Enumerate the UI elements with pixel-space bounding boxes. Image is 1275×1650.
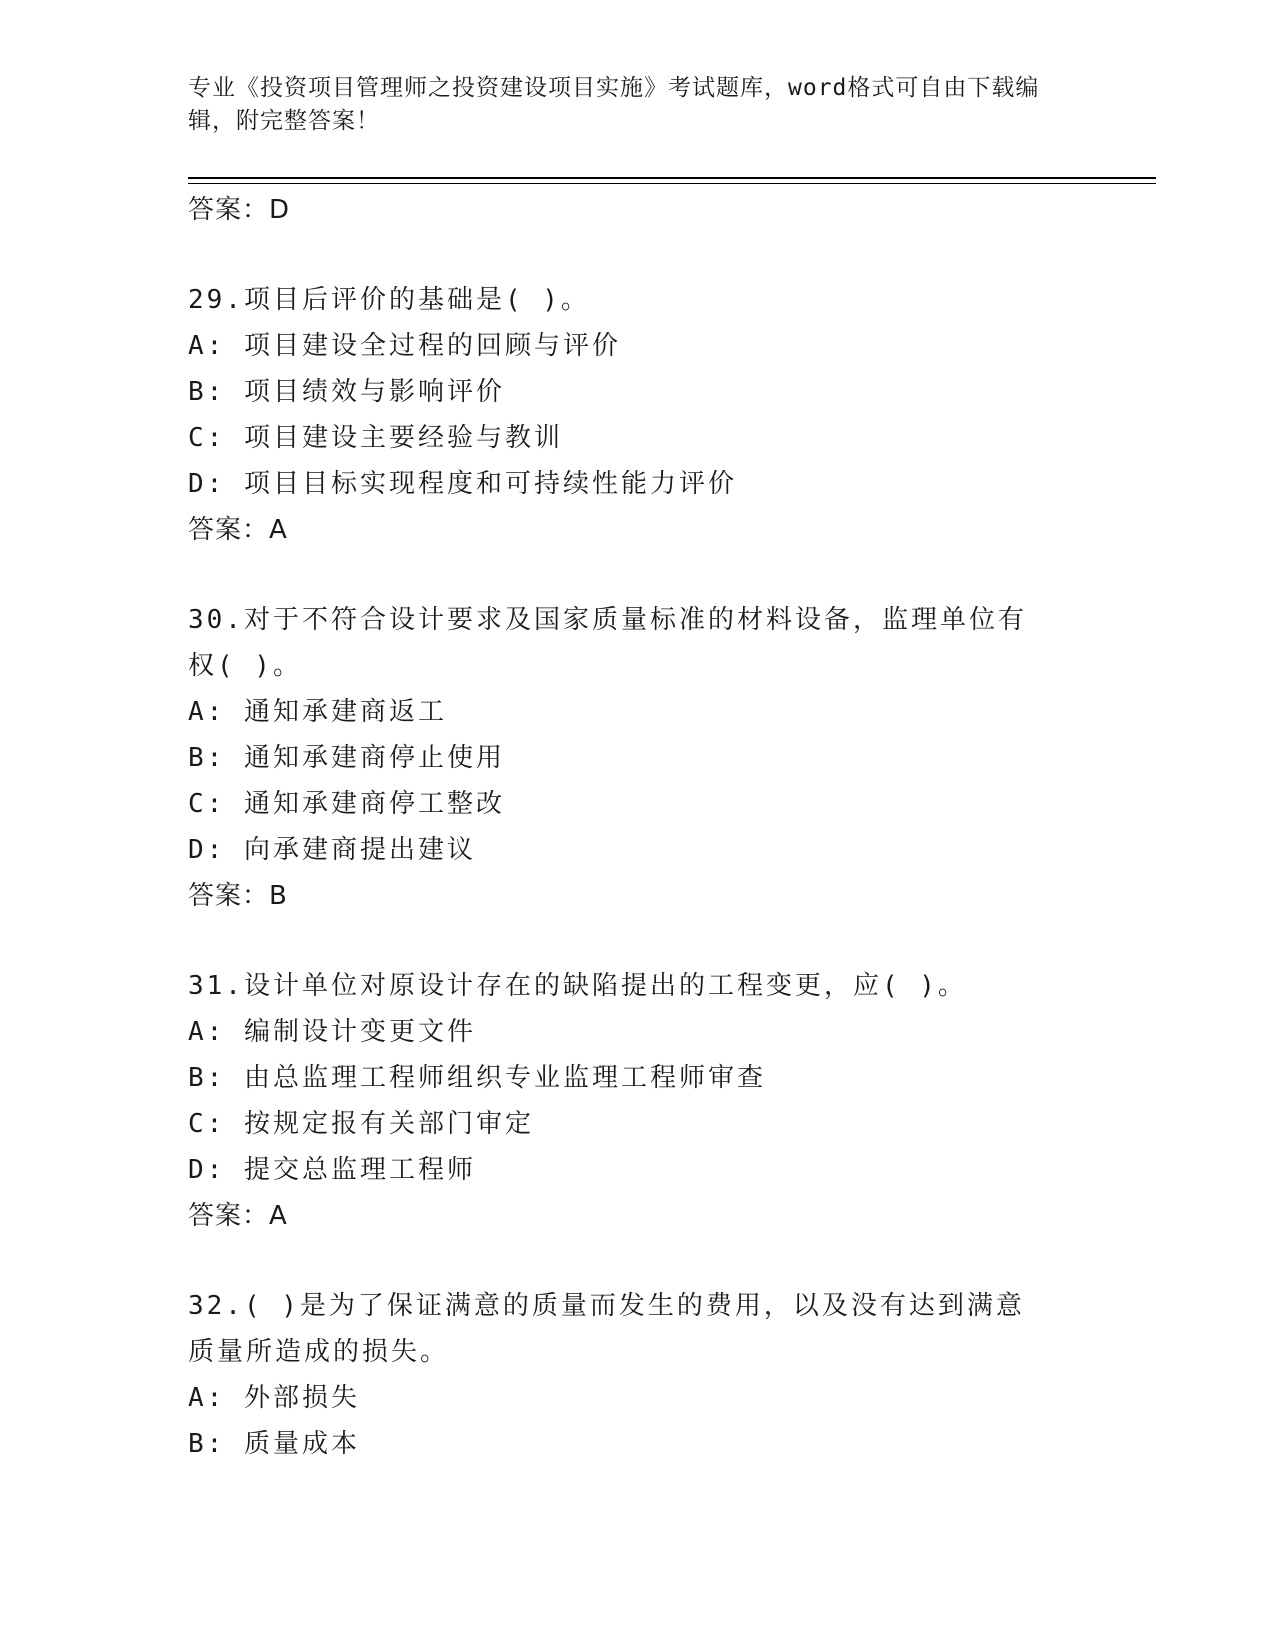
option-a: A: 通知承建商返工 bbox=[188, 697, 447, 727]
spacer bbox=[188, 553, 1088, 597]
option-d: D: 向承建商提出建议 bbox=[188, 835, 476, 865]
question-29 bbox=[188, 277, 1088, 553]
spacer bbox=[188, 919, 1088, 963]
option-b: B: 项目绩效与影响评价 bbox=[188, 377, 505, 407]
answer-line: 答案：D bbox=[188, 195, 291, 225]
question-31 bbox=[188, 963, 1088, 1239]
question-stem: 29.项目后评价的基础是( )。 bbox=[188, 285, 590, 315]
header-rule-thin bbox=[188, 183, 1156, 184]
option-d: D: 提交总监理工程师 bbox=[188, 1155, 476, 1185]
option-b: B: 由总监理工程师组织专业监理工程师审查 bbox=[188, 1063, 766, 1093]
question-stem: 30.对于不符合设计要求及国家质量标准的材料设备，监理单位有权( )。 bbox=[188, 605, 1027, 681]
option-a: A: 编制设计变更文件 bbox=[188, 1017, 476, 1047]
option-c: C: 通知承建商停工整改 bbox=[188, 789, 505, 819]
question-32 bbox=[188, 1283, 1088, 1467]
answer-line: 答案：B bbox=[188, 881, 288, 911]
spacer bbox=[188, 1239, 1088, 1283]
option-b: B: 通知承建商停止使用 bbox=[188, 743, 505, 773]
spacer bbox=[188, 233, 1088, 277]
question-stem: 31.设计单位对原设计存在的缺陷提出的工程变更，应( )。 bbox=[188, 971, 967, 1001]
option-a: A: 项目建设全过程的回顾与评价 bbox=[188, 331, 621, 361]
option-b: B: 质量成本 bbox=[188, 1429, 360, 1459]
question-list bbox=[188, 187, 1088, 1467]
option-c: C: 按规定报有关部门审定 bbox=[188, 1109, 534, 1139]
option-a: A: 外部损失 bbox=[188, 1383, 360, 1413]
option-c: C: 项目建设主要经验与教训 bbox=[188, 423, 563, 453]
page-header: 专业《投资项目管理师之投资建设项目实施》考试题库，word格式可自由下载编辑，附完整答案！ bbox=[188, 75, 1040, 134]
option-d: D: 项目目标实现程度和可持续性能力评价 bbox=[188, 469, 737, 499]
answer-line: 答案：A bbox=[188, 1201, 288, 1231]
header-rule-thick bbox=[188, 177, 1156, 179]
question-30 bbox=[188, 597, 1088, 919]
question-stem: 32.( )是为了保证满意的质量而发生的费用，以及没有达到满意质量所造成的损失。 bbox=[188, 1291, 1025, 1367]
answer-line: 答案：A bbox=[188, 515, 288, 545]
